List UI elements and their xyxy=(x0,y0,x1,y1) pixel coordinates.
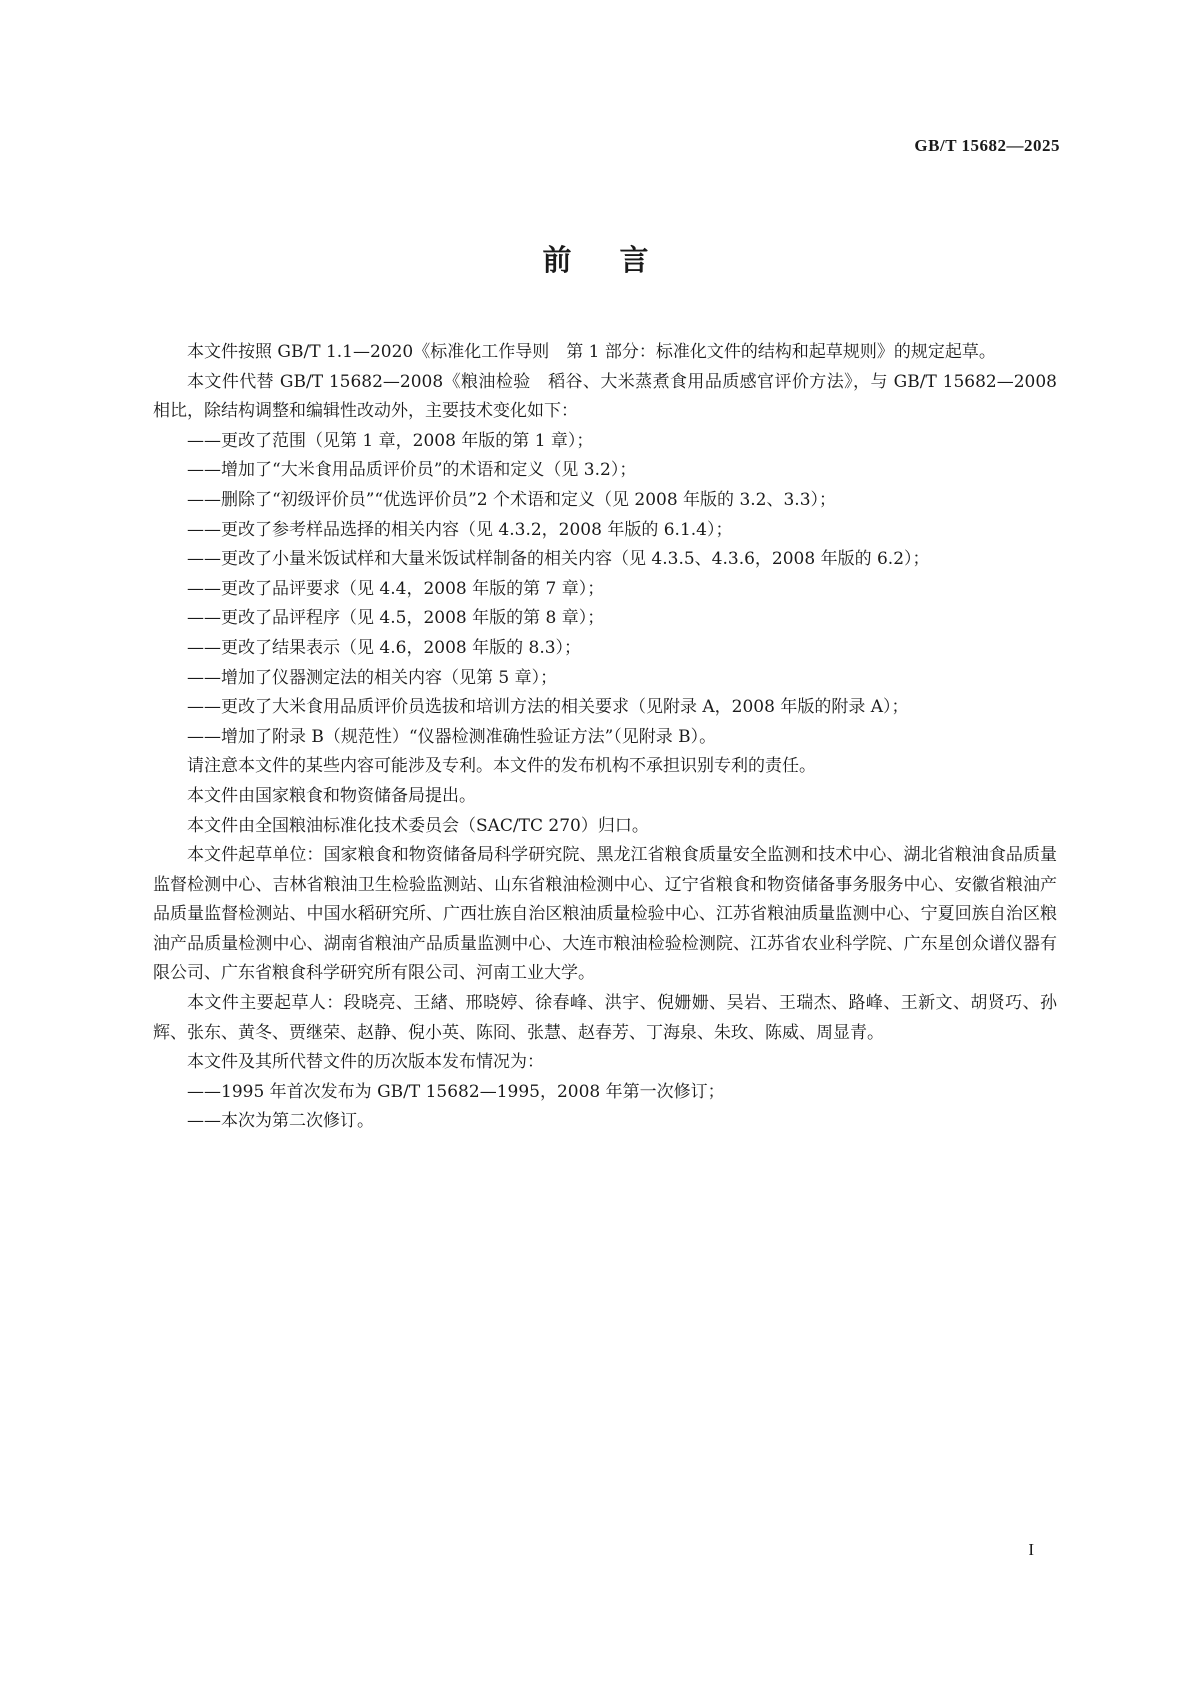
version-history-intro: 本文件及其所代替文件的历次版本发布情况为： xyxy=(187,1052,544,1073)
page-number: I xyxy=(1028,1540,1034,1559)
preface-body xyxy=(153,338,1057,1137)
drafting-units: 本文件起草单位：国家粮食和物资储备局科学研究院、黑龙江省粮食质量安全监测和技术中心、湖北省粮油食品质量监督检测中心、吉林省粮油卫生检验监测站、山东省粮油检测中心、辽宁省粮食和物资储备事务服务中心、安徽省粮油产品质量监督检测站、中国水稻研究所、广西壮族自治区粮油质量检验中心、江苏省粮油质量监测中心、宁夏回族自治区粮油产品质量检测中心、湖南省粮油产品质量监测中心、大连市粮油检验检测院、江苏省农业科学院、广东星创众谱仪器有限公司、广东省粮食科学研究所有限公司、河南工业大学。 xyxy=(153,845,1057,984)
change-item: ——更改了大米食用品质评价员选拔和培训方法的相关要求（见附录 A，2008 年版的附录 A）； xyxy=(187,697,909,718)
technical-committee: 本文件由全国粮油标准化技术委员会（SAC/TC 270）归口。 xyxy=(187,815,649,836)
proposer: 本文件由国家粮食和物资储备局提出。 xyxy=(187,785,476,806)
change-item: ——更改了参考样品选择的相关内容（见 4.3.2，2008 年版的 6.1.4）； xyxy=(187,519,733,540)
page-title: 前言 xyxy=(542,243,697,277)
patent-notice: 请注意本文件的某些内容可能涉及专利。本文件的发布机构不承担识别专利的责任。 xyxy=(187,756,816,777)
change-item: ——更改了结果表示（见 4.6，2008 年版的 8.3）； xyxy=(187,637,582,658)
paragraph: 本文件按照 GB/T 1.1—2020《标准化工作导则 第 1 部分：标准化文件的结构和起草规则》的规定起草。 xyxy=(187,342,996,362)
change-item: ——删除了“初级评价员”“优选评价员”2 个术语和定义（见 2008 年版的 3.2、3.3）； xyxy=(187,489,837,510)
change-item: ——增加了附录 B（规范性）“仪器检测准确性验证方法”（见附录 B）。 xyxy=(187,726,717,747)
change-item: ——更改了品评程序（见 4.5，2008 年版的第 8 章）； xyxy=(187,608,605,629)
paragraph: 本文件代替 GB/T 15682—2008《粮油检验 稻谷、大米蒸煮食用品质感官评价方法》，与 GB/T 15682—2008 相比，除结构调整和编辑性改动外，主要技术变化如下： xyxy=(153,371,1057,422)
change-item: ——增加了仪器测定法的相关内容（见第 5 章）； xyxy=(187,667,558,688)
change-item: ——更改了小量米饭试样和大量米饭试样制备的相关内容（见 4.3.5、4.3.6，2008 年版的 6.2）； xyxy=(187,549,930,570)
change-item: ——更改了范围（见第 1 章，2008 年版的第 1 章）； xyxy=(187,430,594,451)
change-item: ——增加了“大米食用品质评价员”的术语和定义（见 3.2）； xyxy=(187,460,637,481)
drafters: 本文件主要起草人：段晓亮、王緖、邢晓婷、徐春峰、洪宇、倪姗姗、吴岩、王瑞杰、路峰、王新文、胡贤巧、孙辉、张东、黄冬、贾继荣、赵静、倪小英、陈冏、张慧、赵春芳、丁海泉、朱玫、陈威、周显青。 xyxy=(153,993,1057,1043)
change-item: ——更改了品评要求（见 4.4，2008 年版的第 7 章）； xyxy=(187,578,605,599)
standard-code: GB/T 15682—2025 xyxy=(914,136,1060,155)
version-history-item: ——本次为第二次修订。 xyxy=(187,1111,374,1132)
version-history-item: ——1995 年首次发布为 GB/T 15682—1995，2008 年第一次修订； xyxy=(187,1081,725,1102)
